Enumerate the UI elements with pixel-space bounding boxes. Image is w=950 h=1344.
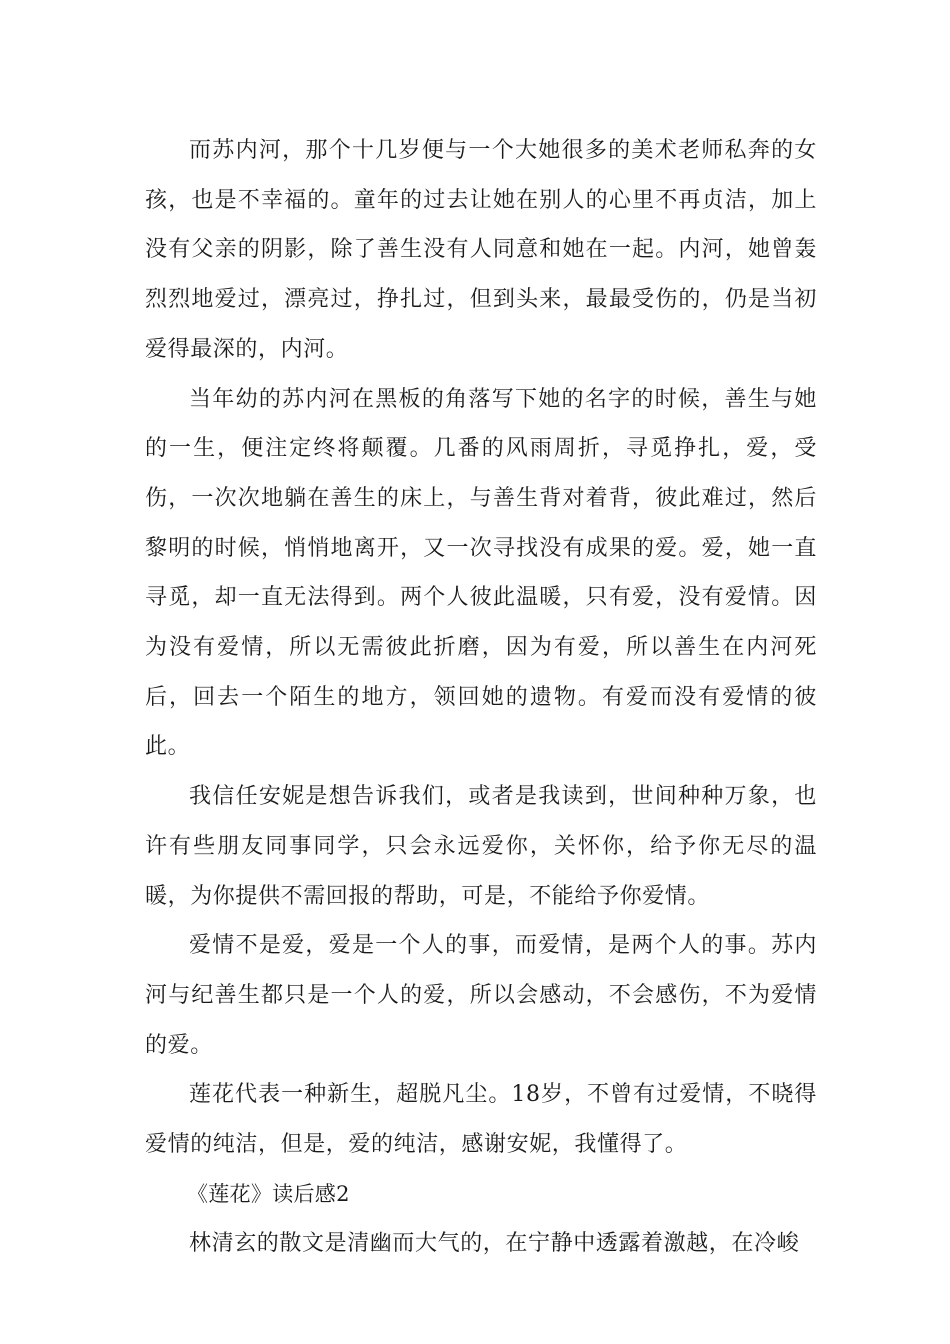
document-body xyxy=(145,126,817,1269)
paragraph-4: 爱情不是爱，爱是一个人的事，而爱情，是两个人的事。苏内河与纪善生都只是一个人的爱，所以会感动，不会感伤，不为爱情的爱。 xyxy=(145,933,817,1058)
paragraph-1: 而苏内河，那个十几岁便与一个大她很多的美术老师私奔的女孩，也是不幸福的。童年的过去让她在别人的心里不再贞洁，加上没有父亲的阴影，除了善生没有人同意和她在一起。内河，她曾轰烈烈地爱过，漂亮过，挣扎过，但到头来，最最受伤的，仍是当初爱得最深的，内河。 xyxy=(145,138,817,362)
paragraph-3: 我信任安妮是想告诉我们，或者是我读到，世间种种万象，也许有些朋友同事同学，只会永远爱你，关怀你，给予你无尽的温暖，为你提供不需回报的帮助，可是，不能给予你爱情。 xyxy=(145,784,817,909)
paragraph-6: 林清玄的散文是清幽而大气的，在宁静中透露着激越，在冷峻 xyxy=(189,1231,800,1257)
section-heading: 《莲花》读后感2 xyxy=(187,1181,350,1206)
paragraph-2: 当年幼的苏内河在黑板的角落写下她的名字的时候，善生与她的一生，便注定终将颠覆。几番的风雨周折，寻觅挣扎，爱，受伤，一次次地躺在善生的床上，与善生背对着背，彼此难过，然后黎明的时候，悄悄地离开，又一次寻找没有成果的爱。爱，她一直寻觅，却一直无法得到。两个人彼此温暖，只有爱，没有爱情。因为没有爱情，所以无需彼此折磨，因为有爱，所以善生在内河死后，回去一个陌生的地方，领回她的遗物。有爱而没有爱情的彼此。 xyxy=(145,386,817,760)
paragraph-5: 莲花代表一种新生，超脱凡尘。18岁，不曾有过爱情，不晓得爱情的纯洁，但是，爱的纯洁，感谢安妮，我懂得了。 xyxy=(145,1082,817,1158)
